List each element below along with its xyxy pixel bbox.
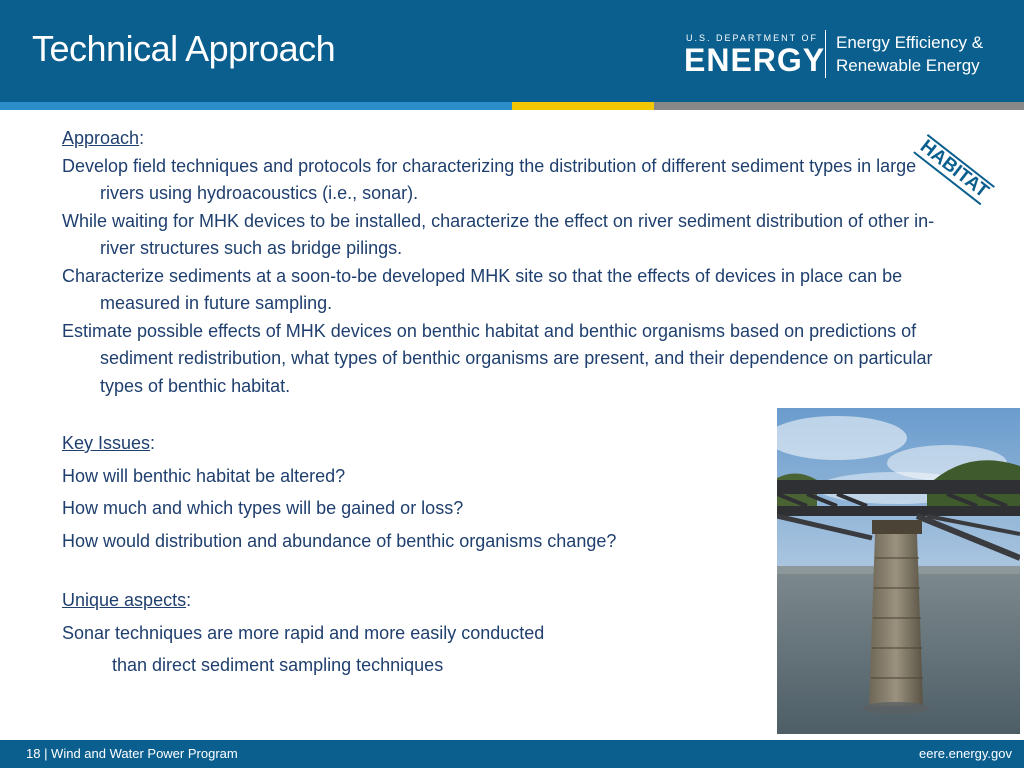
approach-heading: Approach: — [62, 128, 145, 148]
header-stripe-yellow — [512, 102, 654, 110]
doe-logo-wordmark: ENERGY — [684, 42, 826, 78]
footer-bar — [0, 740, 1024, 768]
unique-aspects-heading-label: Unique aspects — [62, 590, 187, 610]
key-issues-heading: Key Issues: — [62, 433, 156, 453]
approach-item: Estimate possible effects of MHK devices on benthic habitat and benthic organisms based on predictions of sediment redistribution, what types of benthic organisms are present, and their dependence on particular types of benthic habitat. — [62, 320, 933, 396]
header-stripe-gray — [654, 102, 1024, 110]
habitat-badge: HABITAT — [913, 134, 994, 205]
header-bar — [0, 0, 1024, 102]
office-name-line2: Renewable Energy — [836, 56, 980, 75]
key-issues-heading-label: Key Issues — [62, 433, 151, 453]
approach-item: Develop field techniques and protocols for characterizing the distribution of different sediment types in large rivers using hydroacoustics (i.e., sonar). — [62, 155, 917, 203]
logo-divider — [825, 30, 826, 78]
office-name-line1: Energy Efficiency & — [836, 33, 984, 52]
key-issue-item: How much and which types will be gained or loss? — [62, 498, 464, 518]
key-issue-item: How would distribution and abundance of benthic organisms change? — [62, 530, 617, 551]
bridge-piling-photo — [777, 408, 1020, 734]
approach-item: Characterize sediments at a soon-to-be developed MHK site so that the effects of devices in place can be measured in future sampling. — [62, 265, 903, 313]
doe-logo-small-text: U.S. DEPARTMENT OF — [686, 33, 819, 43]
approach-heading-label: Approach — [62, 128, 140, 148]
key-issue-item: How will benthic habitat be altered? — [62, 465, 346, 486]
unique-aspect-line1: Sonar techniques are more rapid and more easily conducted — [62, 622, 545, 643]
unique-aspects-heading: Unique aspects: — [62, 590, 192, 610]
footer-website: eere.energy.gov — [919, 746, 1012, 761]
footer-page-program: 18 | Wind and Water Power Program — [26, 746, 238, 761]
approach-item: While waiting for MHK devices to be installed, characterize the effect on river sediment distribution of other in-river structures such as bridge pilings. — [62, 210, 935, 258]
slide-title: Technical Approach — [32, 28, 336, 69]
unique-aspect-line2: than direct sediment sampling techniques — [112, 655, 444, 675]
header-stripe-blue — [0, 102, 512, 110]
